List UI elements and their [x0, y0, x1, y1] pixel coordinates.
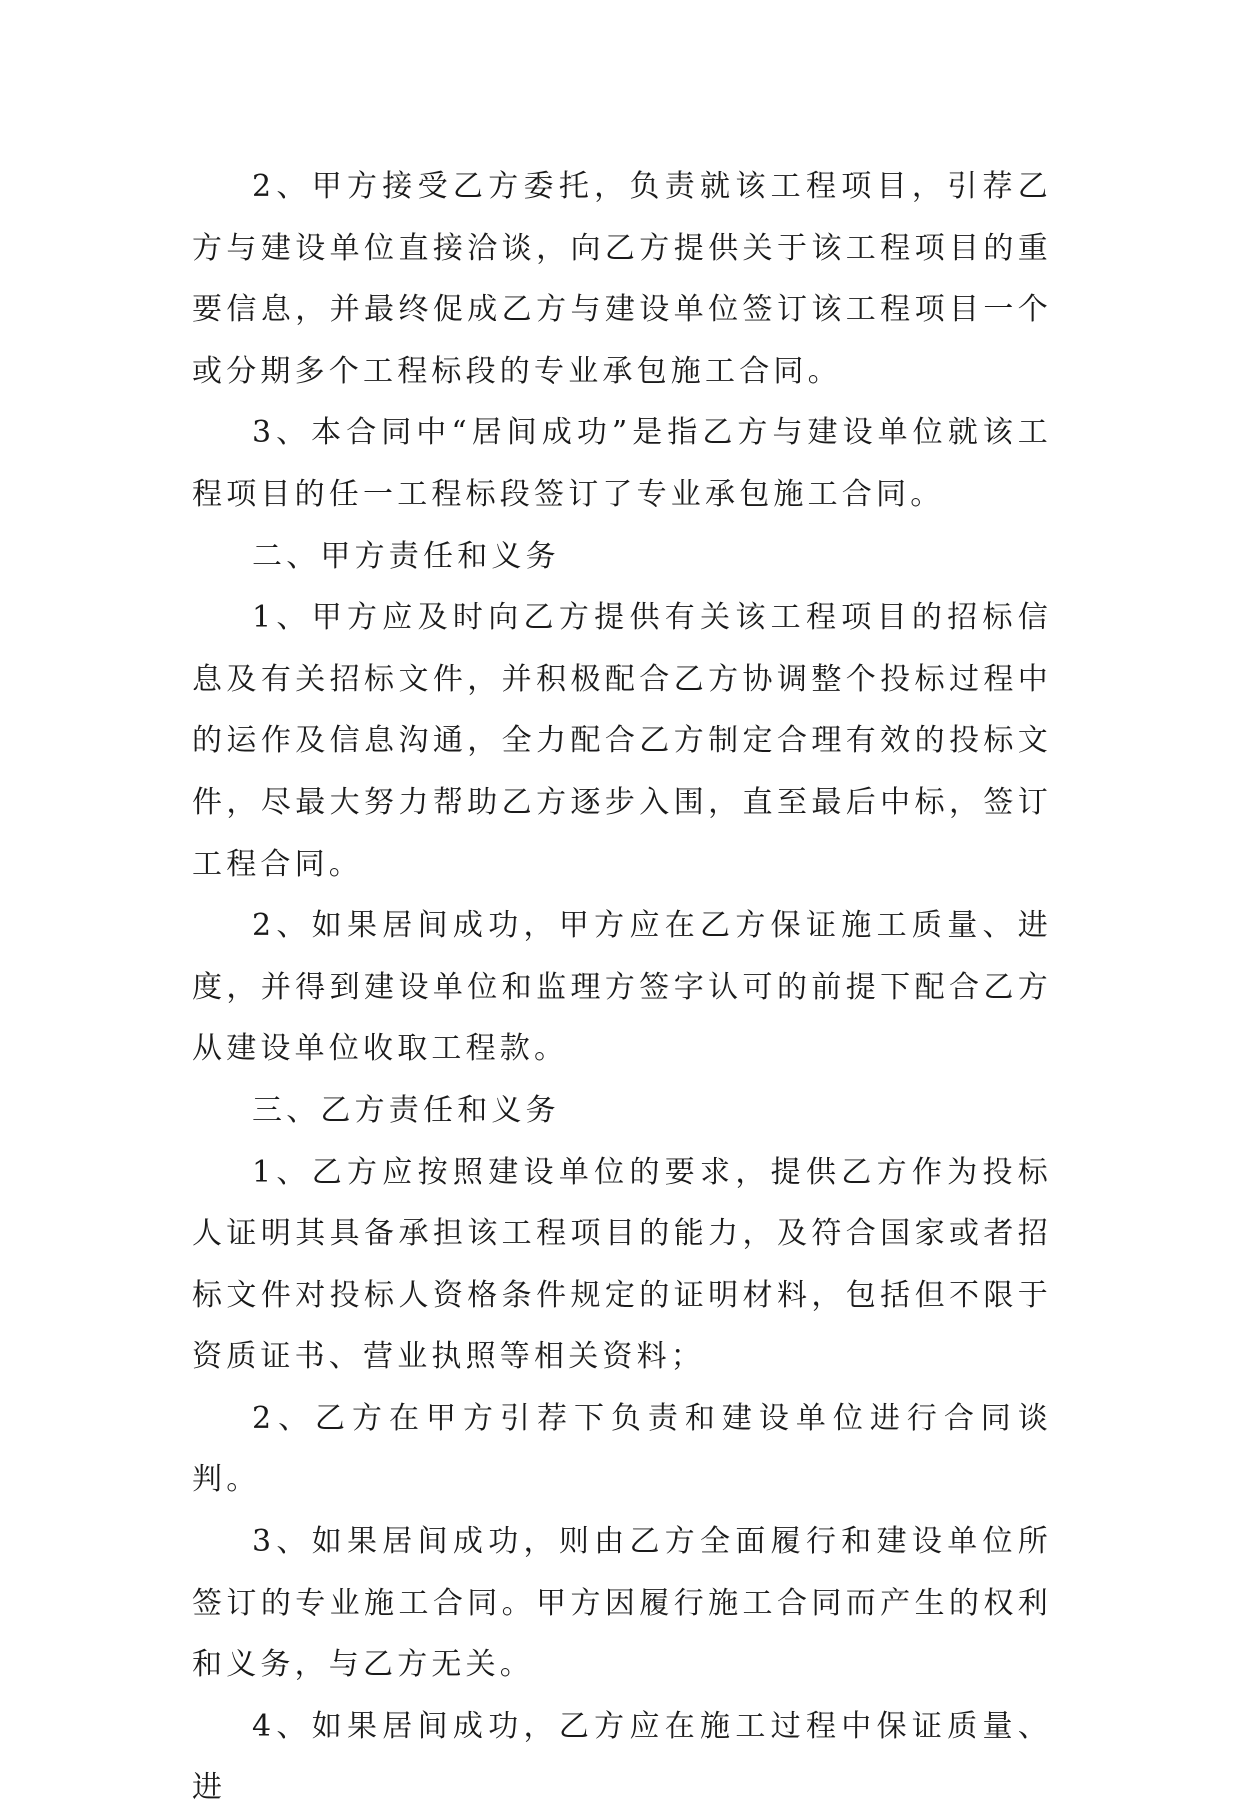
section-heading-party-b-duties: 三、乙方责任和义务	[252, 1092, 560, 1128]
paragraph-party-b-duty-2: 2、乙方在甲方引荐下负责和建设单位进行合同谈判。	[192, 1400, 1052, 1498]
paragraph-clause-2-entrustment: 2、甲方接受乙方委托，负责就该工程项目，引荐乙方与建设单位直接洽谈，向乙方提供关于该工程项目的重要信息，并最终促成乙方与建设单位签订该工程项目一个或分期多个工程标段的专业承包施工合同。	[192, 169, 1052, 389]
paragraph-party-b-duty-1: 1、乙方应按照建设单位的要求，提供乙方作为投标人证明其具备承担该工程项目的能力，及符合国家或者招标文件对投标人资格条件规定的证明材料，包括但不限于资质证书、营业执照等相关资料；	[192, 1154, 1052, 1375]
document-body	[192, 156, 1052, 1819]
section-heading-party-a-duties: 二、甲方责任和义务	[252, 538, 560, 574]
paragraph-party-b-duty-4: 4、如果居间成功，乙方应在施工过程中保证质量、进	[192, 1708, 1052, 1806]
paragraph-party-a-duty-2: 2、如果居间成功，甲方应在乙方保证施工质量、进度，并得到建设单位和监理方签字认可的前提下配合乙方从建设单位收取工程款。	[192, 908, 1052, 1067]
paragraph-clause-3-success-definition: 3、本合同中“居间成功”是指乙方与建设单位就该工程项目的任一工程标段签订了专业承包施工合同。	[192, 415, 1052, 512]
paragraph-party-a-duty-1: 1、甲方应及时向乙方提供有关该工程项目的招标信息及有关招标文件，并积极配合乙方协调整个投标过程中的运作及信息沟通，全力配合乙方制定合理有效的投标文件，尽最大努力帮助乙方逐步入围，直至最后中标，签订工程合同。	[192, 600, 1052, 882]
paragraph-party-b-duty-3: 3、如果居间成功，则由乙方全面履行和建设单位所签订的专业施工合同。甲方因履行施工合同而产生的权利和义务，与乙方无关。	[192, 1524, 1052, 1683]
